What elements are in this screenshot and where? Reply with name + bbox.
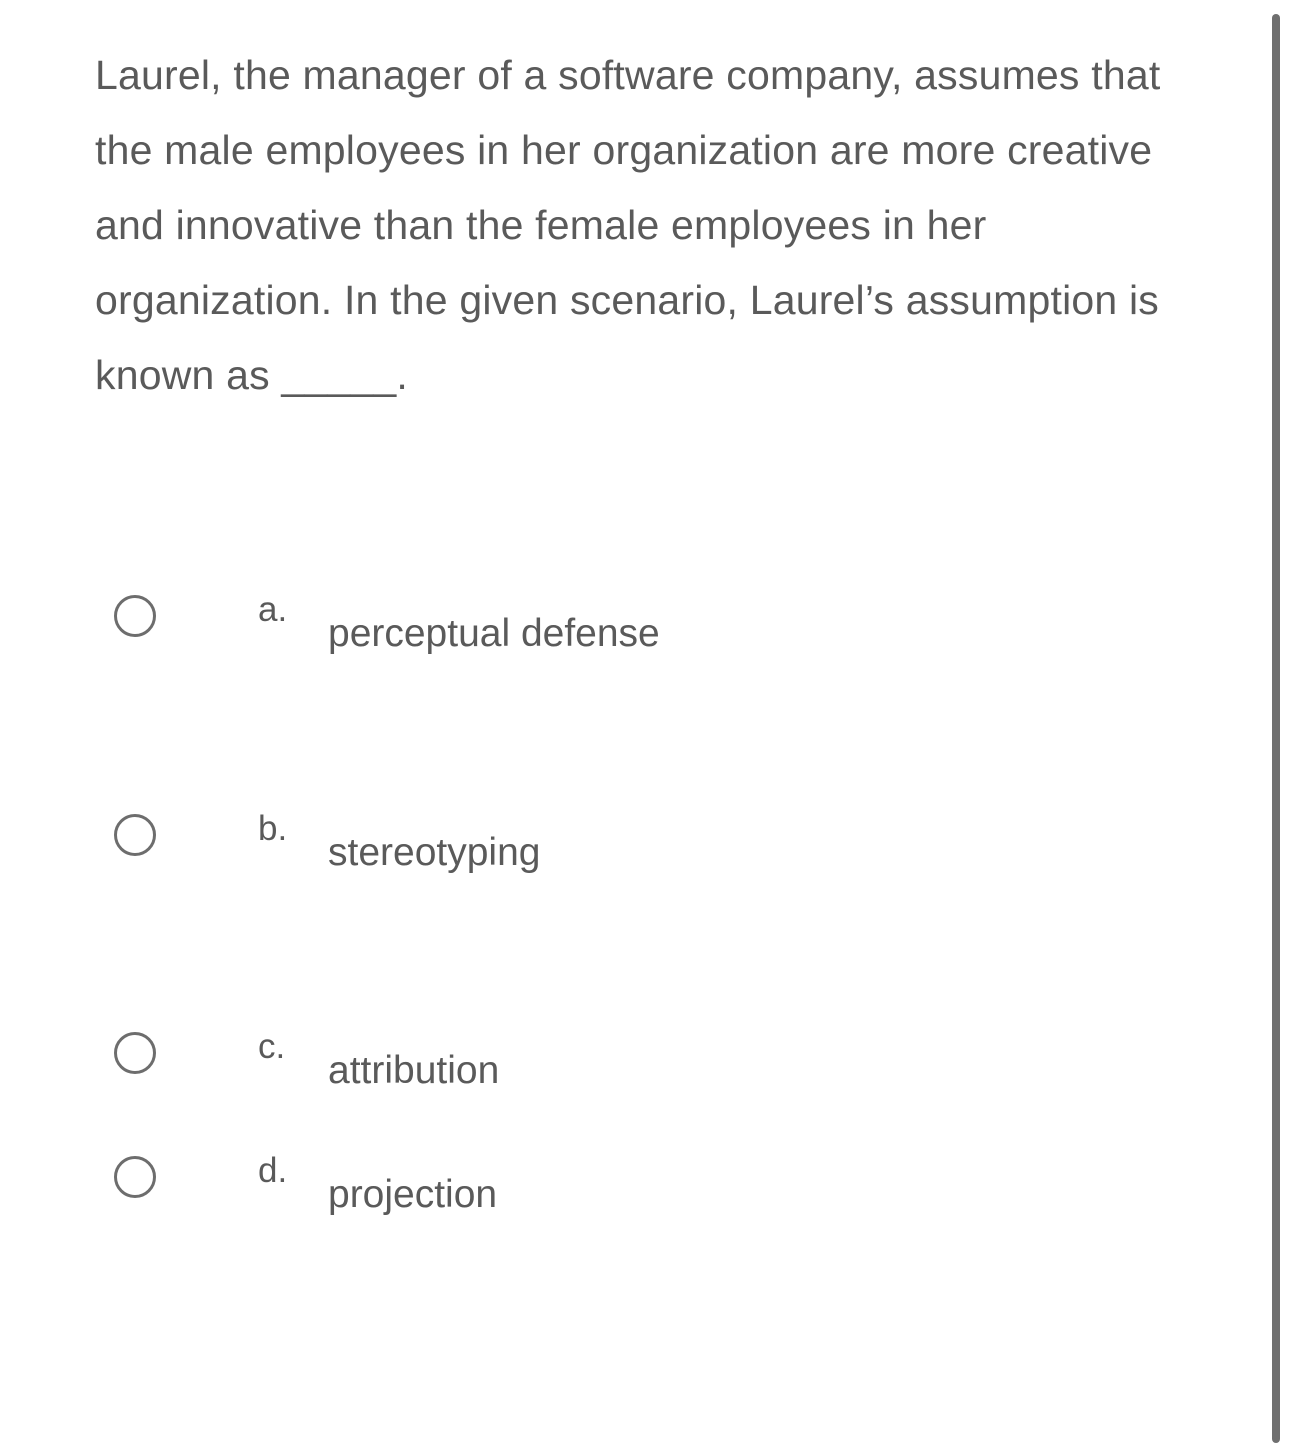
option-text-d: projection <box>328 1173 498 1216</box>
radio-button-b[interactable] <box>114 814 156 856</box>
option-b[interactable] <box>0 809 1260 879</box>
radio-button-a[interactable] <box>114 595 156 637</box>
option-letter-a: a. <box>258 590 288 629</box>
question-text: Laurel, the manager of a software company, assumes that the male employees in her organization are more creative and innovative than the female employees in her organization. In the given scenario, Laurel’s assumption is known as _____. <box>95 52 1161 398</box>
option-letter-d: d. <box>258 1151 288 1190</box>
option-d[interactable] <box>0 1151 1260 1221</box>
option-letter-c: c. <box>258 1027 286 1066</box>
option-letter-b: b. <box>258 809 288 848</box>
vertical-scrollbar[interactable] <box>1272 14 1280 1443</box>
option-text-b: stereotyping <box>328 831 541 874</box>
option-text-a: perceptual defense <box>328 612 660 655</box>
option-a[interactable] <box>0 590 1260 660</box>
radio-button-c[interactable] <box>114 1032 156 1074</box>
option-c[interactable] <box>0 1027 1260 1097</box>
radio-button-d[interactable] <box>114 1156 156 1198</box>
option-text-c: attribution <box>328 1049 500 1092</box>
